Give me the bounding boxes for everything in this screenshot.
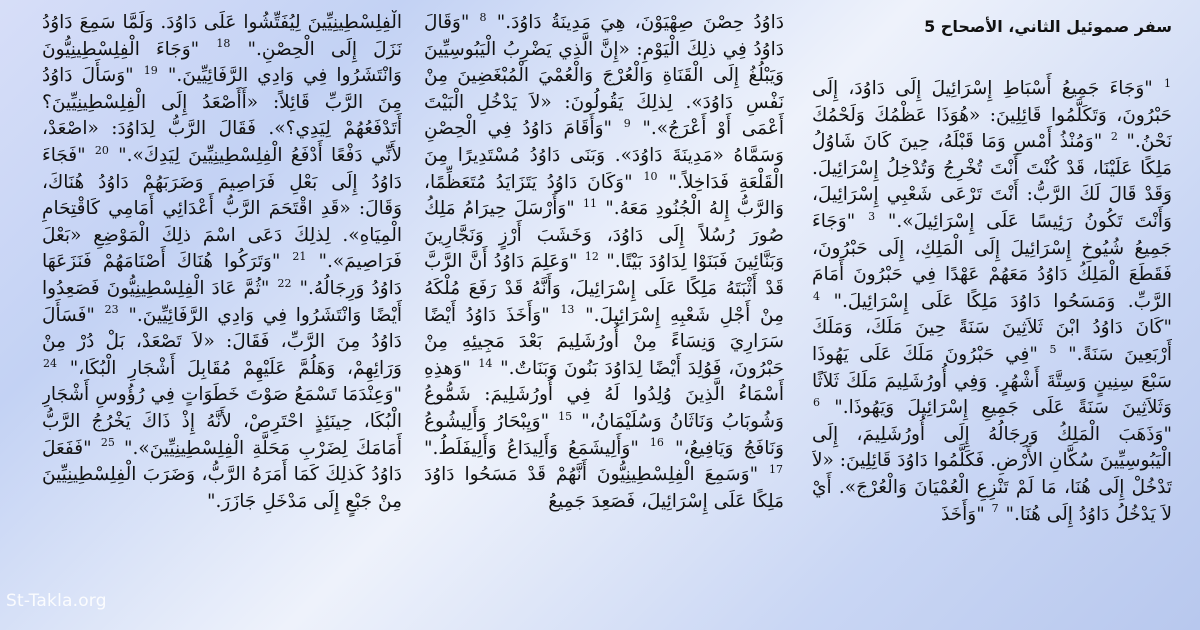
verse-number: 8	[479, 10, 487, 24]
verse-number: 11	[583, 197, 598, 210]
verse-number: 17	[769, 462, 783, 476]
verse-text: "وَقَالَ دَاوُدُ فِي ذلِكَ الْيَوْمِ: «إِنَّ الَّذِي يَضْرِبُ الْيَبُوسِيِّينَ وَيَبْلُغُ إِلَى الْقَنَاةِ وَالْعُرْجَ وَالْعُمْيَ الْمُبْغَضِينَ مِنْ نَفْسِ دَاوُدَ». لِذلِكَ يَقُولُونَ: «لاَ يَدْخُلِ الْبَيْتَ أَعْمَى أَوْ أَعْرَجُ»."	[424, 12, 784, 140]
verse-number: 23	[104, 303, 119, 317]
verse-text: الْفِلِسْطِينِيِّينَ لِيُفَتِّشُوا عَلَى دَاوُدَ. وَلَمَّا سَمِعَ دَاوُدُ نَزَلَ إِلَى الْحِصْنِ."	[42, 12, 402, 60]
chapter-title: سفر صموئيل الثاني، الأصحاح 5	[924, 17, 1172, 36]
verse-text: "وَسَأَلَ دَاوُدُ مِنَ الرَّبِّ قَائِلاً: «أَأَصْعَدُ إِلَى الْفِلِسْطِينِيِّينَ؟ أَتَدْفَعُهُمْ لِيَدِي؟». فَقَالَ الرَّبُّ لِدَاوُدَ: «اصْعَدْ، لأَنِّي دَفْعًا أَدْفَعُ الْفِلِسْطِينِيِّينَ لِيَدِكَ»."	[42, 65, 402, 166]
verse-text: "وَمُنْذُ أَمْسِ وَمَا قَبْلَهُ، حِينَ كَانَ شَاوُلُ مَلِكًا عَلَيْنَا، قَدْ كُنْتَ أَنْتَ تُخْرِجُ وَتُدْخِلُ إِسْرَائِيلَ. وَقَدْ قَالَ لَكَ الرَّبُّ: أَنْتَ تَرْعَى شَعْبِي إِسْرَائِيلَ، وَأَنْتَ تَكُونُ رَئِيسًا عَلَى إِسْرَائِيلَ»."	[812, 131, 1172, 232]
verse-text: "فَجَاءَ دَاوُدُ إِلَى بَعْلِ فَرَاصِيمَ وَضَرَبَهُمْ دَاوُدُ هُنَاكَ، وَقَالَ: «قَدِ اقْتَحَمَ الرَّبُّ أَعْدَائِي أَمَامِي كَاقْتِحَامِ الْمِيَاهِ». لِذلِكَ دَعَى اسْمَ ذلِكَ الْمَوْضِعِ «بَعْلَ فَرَاصِيمَ»."	[42, 144, 402, 273]
verse-text: "فَفَعَلَ دَاوُدُ كَذلِكَ كَمَا أَمَرَهُ الرَّبُّ، وَضَرَبَ الْفِلِسْطِينِيِّينَ مِنْ جَبْعٍ إِلَى مَدْخَلِ جَازَرَ."	[42, 437, 402, 512]
verse-number: 6	[813, 395, 820, 409]
verse-text: "وَكَانَ دَاوُدُ يَتَزَايَدُ مُتَعَظِّمًا، وَالرَّبُّ إِلهُ الْجُنُودِ مَعَهُ."	[424, 171, 784, 220]
verse-number: 19	[143, 64, 158, 78]
verse-text: "وَأَخَذَ دَاوُدُ أَيْضًا سَرَارِيَ وَنِسَاءً مِنْ أُورُشَلِيمَ بَعْدَ مَجِيئِهِ مِنْ حَبْرُونَ، فَوُلِدَ أَيْضًا لِدَاوُدَ بَنُونَ وَبَنَاتٌ."	[424, 304, 784, 379]
verses-block-right	[812, 76, 1172, 528]
verse-text: "وَجَاءَ جَمِيعُ أَسْبَاطِ إِسْرَائِيلَ إِلَى دَاوُدَ، إِلَى حَبْرُونَ، وَتَكَلَّمُوا قَائِلِينَ: «هُوَذَا عَظْمُكَ وَلَحْمُكَ نَحْنُ."	[812, 78, 1172, 153]
verse-text: "وَجَاءَ جَمِيعُ شُيُوخِ إِسْرَائِيلَ إِلَى الْمَلِكِ، إِلَى حَبْرُونَ، فَقَطَعَ الْمَلِكُ دَاوُدُ مَعَهُمْ عَهْدًا فِي حَبْرُونَ أَمَامَ الرَّبِّ. وَمَسَحُوا دَاوُدَ مَلِكًا عَلَى إِسْرَائِيلَ."	[812, 210, 1172, 312]
verse-text: "وَجَاءَ الْفِلِسْطِينِيُّونَ وَانْتَشَرُوا فِي وَادِي الرَّفَائِيِّينَ."	[42, 38, 402, 87]
verse-text: "وَأَخَذَ	[940, 503, 985, 525]
verses-block-middle	[424, 10, 784, 515]
verse-number: 14	[478, 356, 493, 370]
verse-text: "وَأَلِيشَمَعُ وَأَلِيدَاعُ وَأَلِيفَلَطُ."	[424, 437, 639, 459]
verse-number: 21	[292, 250, 307, 264]
verse-text: "وَسَمِعَ الْفِلِسْطِينِيُّونَ أَنَّهُمْ قَدْ مَسَحُوا دَاوُدَ مَلِكًا عَلَى إِسْرَائِيلَ، فَصَعِدَ جَمِيعُ	[424, 464, 784, 512]
verse-number: 18	[216, 37, 231, 51]
text-column-right	[812, 10, 1172, 610]
verse-number: 25	[100, 436, 115, 450]
verse-text: "وَيِبْحَارُ وَأَلِيشُوعُ وَنَافَجُ وَيَافِيعُ،"	[424, 410, 784, 459]
verse-text: "وَذَهَبَ الْمَلِكُ وَرِجَالُهُ إِلَى أُورُشَلِيمَ، إِلَى الْيَبُوسِيِّينَ سُكَّانِ الأَرْضِ. فَكَلَّمُوا دَاوُدَ قَائِلِينَ: «لاَ تَدْخُلْ إِلَى هُنَا، مَا لَمْ تَنْزِعِ الْعُمْيَانَ وَالْعُرْجَ». أَيْ لاَ يَدْخُلُ دَاوُدُ إِلَى هُنَا."	[812, 423, 1172, 525]
verse-number: 1	[1164, 76, 1171, 90]
verse-text: "وَعَلِمَ دَاوُدُ أَنَّ الرَّبَّ قَدْ أَثْبَتَهُ مَلِكًا عَلَى إِسْرَائِيلَ، وَأَنَّهُ قَدْ رَفَعَ مُلْكَهُ مِنْ أَجْلِ شَعْبِهِ إِسْرَائِيلَ."	[424, 251, 784, 326]
verse-text: "وَتَرَكُوا هُنَاكَ أَصْنَامَهُمْ فَنَزَعَهَا دَاوُدُ وَرِجَالُهُ."	[42, 251, 402, 299]
verse-text: "وَهذِهِ أَسْمَاءُ الَّذِينَ وُلِدُوا لَهُ فِي أُورُشَلِيمَ: شَمُّوعُ وَشُوبَابُ وَنَاثَانُ وَسُلَيْمَانُ،"	[424, 357, 784, 432]
verse-text: "وَأَرْسَلَ حِيرَامُ مَلِكُ صُورَ رُسُلاً إِلَى دَاوُدَ، وَخَشَبَ أَرْزٍ وَنَجَّارِينَ وَبَنَّائِينَ فَبَنَوْا لِدَاوُدَ بَيْتًا."	[424, 198, 784, 273]
verse-text: دَاوُدُ حِصْنَ صِهْيَوْنَ، هِيَ مَدِينَةُ دَاوُدَ."	[496, 12, 784, 33]
verse-number: 20	[94, 143, 109, 157]
verse-number: 9	[623, 117, 631, 131]
verse-text: "وَأَقَامَ دَاوُدُ فِي الْحِصْنِ وَسَمَّاهُ «مَدِينَةَ دَاوُدَ». وَبَنَى دَاوُدُ مُسْتَدِيرًا مِنَ الْقَلْعَةِ فَدَاخِلاً."	[424, 118, 784, 193]
text-column-left	[42, 10, 402, 610]
verse-number: 12	[584, 250, 599, 264]
verse-number: 22	[277, 276, 292, 290]
verse-number: 5	[1049, 342, 1057, 356]
verse-number: 10	[643, 170, 658, 184]
verse-number: 2	[1110, 130, 1118, 144]
verse-number: 7	[991, 502, 999, 516]
verse-number: 3	[868, 209, 876, 223]
verse-number: 4	[813, 289, 820, 303]
verse-number: 16	[649, 436, 664, 450]
verse-number: 24	[43, 356, 57, 370]
verse-number: 13	[560, 303, 575, 317]
text-column-middle	[424, 10, 784, 610]
verse-text: "فِي حَبْرُونَ مَلَكَ عَلَى يَهُوذَا سَبْعَ سِنِينٍ وَسِتَّةَ أَشْهُرٍ. وَفِي أُورُشَلِيمَ مَلَكَ ثَلاَثًا وَثَلاَثِينَ سَنَةً عَلَى جَمِيعِ إِسْرَائِيلَ وَيَهُوذَا."	[812, 343, 1172, 419]
verse-text: "ثُمَّ عَادَ الْفِلِسْطِينِيُّونَ فَصَعِدُوا أَيْضًا وَانْتَشَرُوا فِي وَادِي الرَّفَائِيِّينَ."	[42, 277, 402, 326]
site-watermark: St-Takla.org	[6, 591, 107, 611]
verse-text: "فَسَأَلَ دَاوُدُ مِنَ الرَّبِّ، فَقَالَ: «لاَ تَصْعَدْ، بَلْ دُرْ مِنْ وَرَائِهِمْ، وَهَلُمَّ عَلَيْهِمْ مُقَابِلَ أَشْجَارِ الْبُكَا،"	[42, 304, 402, 379]
verses-block-left	[42, 10, 402, 515]
verse-text: "كَانَ دَاوُدُ ابْنَ ثَلاَثِينَ سَنَةً حِينَ مَلَكَ، وَمَلَكَ أَرْبَعِينَ سَنَةً."	[812, 317, 1172, 365]
verse-text: "وَعِنْدَمَا تَسْمَعُ صَوْتَ خَطَوَاتٍ فِي رُؤُوسِ أَشْجَارِ الْبُكَا، حِينَئِذٍ احْتَرِصْ، لأَنَّهُ إِذْ ذَاكَ يَخْرُجُ الرَّبُّ أَمَامَكَ لِضَرْبِ مَحَلَّةِ الْفِلِسْطِينِيِّينَ»."	[42, 384, 402, 459]
verse-number: 15	[558, 409, 573, 423]
